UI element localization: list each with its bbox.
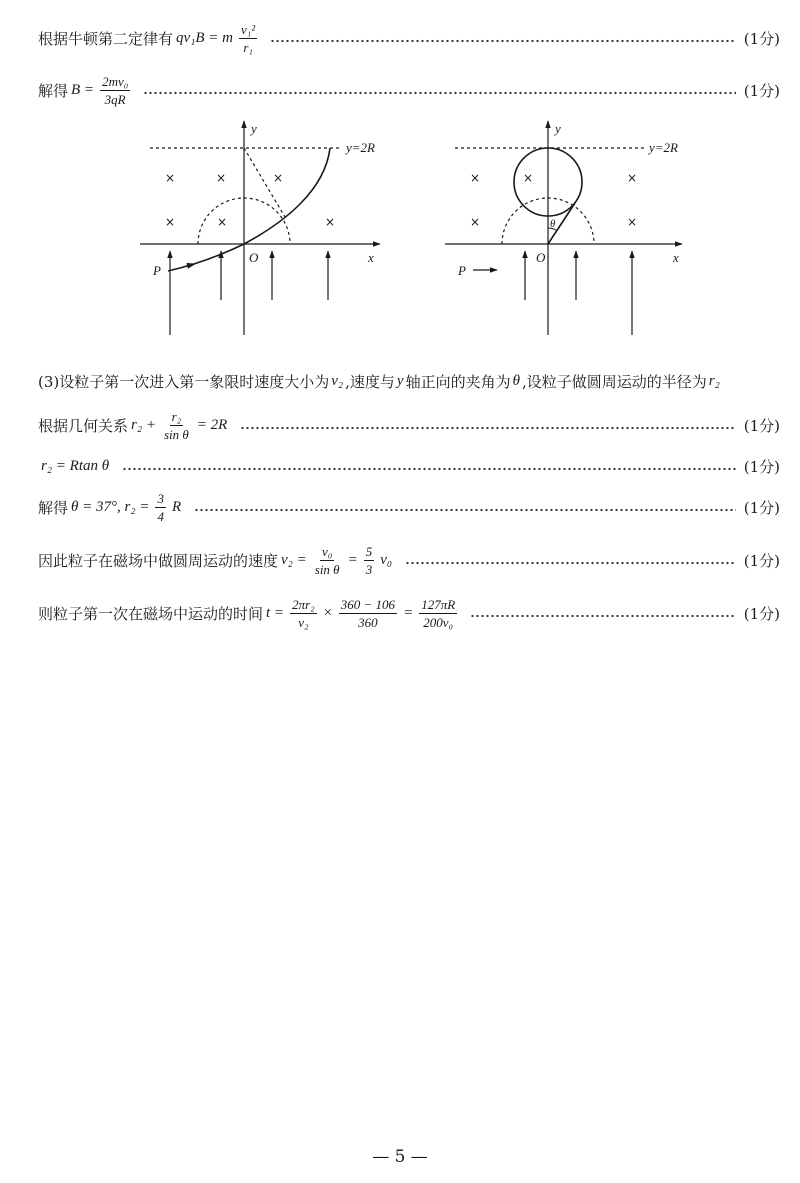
fraction-numerator: 3 xyxy=(157,490,164,506)
geometry-line xyxy=(38,403,780,447)
solve-b-line xyxy=(38,68,780,112)
fraction-denominator: 360 xyxy=(358,614,378,630)
formula: t = xyxy=(266,604,285,621)
line-text: 根据几何关系 xyxy=(38,416,129,435)
line-text: 因此粒子在磁场中做圆周运动的速度 xyxy=(38,551,279,570)
score-label: (1分) xyxy=(743,604,780,623)
fraction-denominator: sin θ xyxy=(314,561,340,577)
fraction-numerator: 127πR xyxy=(421,596,456,612)
origin-label: O xyxy=(249,250,259,265)
formula: B = xyxy=(71,81,95,98)
dot-leader xyxy=(194,508,736,512)
field-cross-icon: × xyxy=(272,171,284,185)
fraction xyxy=(364,544,375,577)
line-text: 则粒子第一次在磁场中运动的时间 xyxy=(38,604,264,623)
intro-text: ,速度与 xyxy=(345,372,395,391)
variable: v₂ xyxy=(331,372,344,389)
x-axis-label: x xyxy=(673,250,679,265)
variable: θ xyxy=(512,372,520,389)
line-text: 根据牛顿第二定律有 xyxy=(38,29,174,48)
score-label: (1分) xyxy=(743,551,780,570)
fraction-numerator: 2mv₀ xyxy=(102,73,129,89)
field-cross-icon: × xyxy=(164,215,176,229)
origin-label: O xyxy=(536,250,546,265)
point-p-label: P xyxy=(153,263,161,278)
formula: R xyxy=(171,498,182,515)
formula: r₂ + xyxy=(131,416,156,433)
intro-text: ,设粒子做圆周运动的半径为 xyxy=(521,372,707,391)
dot-leader xyxy=(143,91,736,95)
page-number: — 5 — xyxy=(372,1147,428,1167)
part3-intro-line xyxy=(38,369,780,393)
field-cross-icon: × xyxy=(469,171,481,185)
boundary-label: y=2R xyxy=(346,140,375,155)
fraction-denominator: v₂ xyxy=(298,614,309,630)
fraction xyxy=(239,22,257,55)
dot-leader xyxy=(240,426,735,430)
variable: r₂ xyxy=(708,372,720,389)
line-text: 解得 xyxy=(38,498,69,517)
fraction xyxy=(155,491,166,524)
line-text: 解得 xyxy=(38,81,69,100)
solve-theta-line xyxy=(38,485,780,529)
variable: y xyxy=(396,372,404,389)
y-axis-label: y xyxy=(555,121,561,136)
formula: v₀ xyxy=(380,551,393,568)
fraction-denominator: 3qR xyxy=(104,91,126,107)
dot-leader xyxy=(405,561,736,565)
formula: qv₁B = m xyxy=(176,29,234,46)
formula: = 2R xyxy=(196,416,228,433)
fraction xyxy=(290,597,317,630)
x-axis-label: x xyxy=(368,250,374,265)
velocity-arrowhead xyxy=(187,263,197,269)
dot-leader xyxy=(470,614,736,618)
field-cross-icon: × xyxy=(215,171,227,185)
intro-text: (3)设粒子第一次进入第一象限时速度大小为 xyxy=(38,372,330,391)
figure-left-labels xyxy=(152,121,375,278)
fraction-numerator: 2πr₂ xyxy=(292,596,315,612)
fraction xyxy=(100,74,130,107)
point-p-label: P xyxy=(458,263,466,278)
fraction xyxy=(339,597,397,630)
trajectory-figures xyxy=(0,110,800,345)
fraction-numerator: 5 xyxy=(365,543,373,559)
equals-sign: = xyxy=(403,604,414,621)
fraction-denominator: r₁ xyxy=(243,39,253,55)
field-cross-icon: × xyxy=(216,215,228,229)
fraction-denominator: 3 xyxy=(365,561,373,577)
fraction xyxy=(419,597,457,630)
field-cross-icon: × xyxy=(626,215,638,229)
formula: r₂ = Rtan θ xyxy=(41,457,110,474)
equals-sign: = xyxy=(347,551,358,568)
angle-theta-label: θ xyxy=(550,218,556,230)
field-cross-icon: × xyxy=(164,171,176,185)
boundary-label: y=2R xyxy=(649,140,678,155)
intro-text: 轴正向的夹角为 xyxy=(405,372,511,391)
score-label: (1分) xyxy=(743,416,780,435)
fraction xyxy=(162,409,191,442)
field-cross-icon: × xyxy=(469,215,481,229)
figure-left xyxy=(140,121,380,335)
newton-law-line xyxy=(38,16,780,60)
formula: θ = 37°, r₂ = xyxy=(71,498,150,515)
y-axis-label: y xyxy=(251,121,257,136)
radius-line xyxy=(38,454,780,478)
fraction-numerator: 360 − 106 xyxy=(340,596,396,612)
field-cross-icon: × xyxy=(522,171,534,185)
field-cross-icon: × xyxy=(626,171,638,185)
fraction-denominator: 4 xyxy=(157,508,164,524)
fraction-denominator: sin θ xyxy=(163,426,189,442)
fraction-numerator: r₂ xyxy=(171,408,182,424)
time-line xyxy=(38,591,780,635)
fraction xyxy=(313,544,342,577)
figure-right xyxy=(445,121,682,335)
fraction-denominator: 200v₀ xyxy=(423,614,454,630)
dot-leader xyxy=(122,467,736,471)
fraction-numerator: v₀ xyxy=(322,543,333,559)
field-cross-icon: × xyxy=(324,215,336,229)
fraction-numerator: v₁² xyxy=(241,21,256,37)
score-label: (1分) xyxy=(743,29,780,48)
speed-line xyxy=(38,538,780,582)
score-label: (1分) xyxy=(743,457,780,476)
score-label: (1分) xyxy=(743,81,780,100)
dot-leader xyxy=(270,39,736,43)
formula: v₂ = xyxy=(281,551,307,568)
figure-right-labels xyxy=(457,121,679,278)
score-label: (1分) xyxy=(743,498,780,517)
times-sign: × xyxy=(322,604,333,621)
